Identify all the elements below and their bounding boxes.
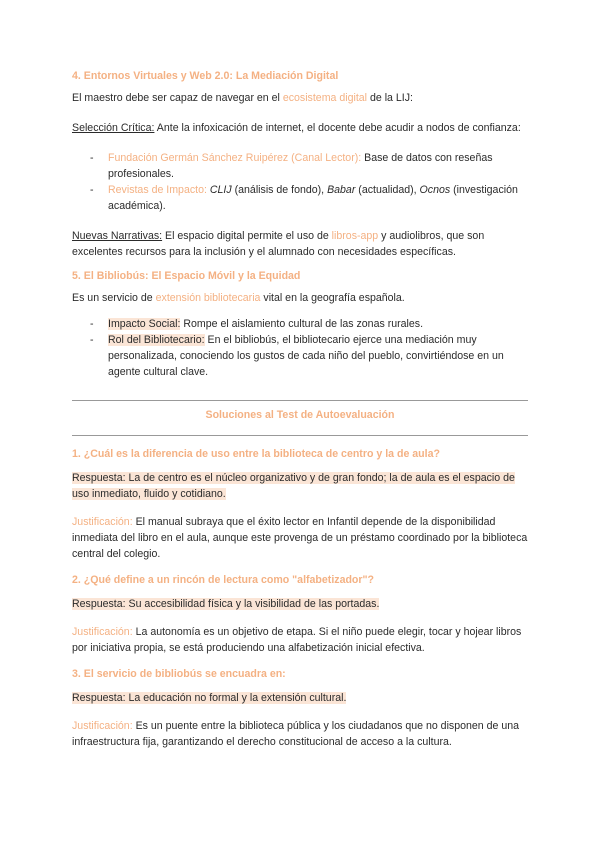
list-item: - Fundación Germán Sánchez Ruipérez (Canal Lector): Base de datos con reseñas profesionales.	[90, 152, 493, 180]
solutions-title: Soluciones al Test de Autoevaluación	[205, 409, 395, 421]
answer-3: Respuesta: La educación no formal y la extensión cultural.	[72, 692, 347, 704]
ecosistema-digital-term: ecosistema digital	[282, 92, 368, 104]
question-3: 3. El servicio de bibliobús se encuadra en:	[72, 668, 286, 680]
justification-1: Justificación: El manual subraya que el éxito lector en Infantil depende de la disponibilidad inmediata del libro en el aula, aunque este provenga de un préstamo coordinado por la biblioteca central del colegio.	[72, 516, 528, 560]
section-4-intro: El maestro debe ser capaz de navegar en el ecosistema digital de la LIJ:	[72, 92, 413, 104]
divider-bottom	[72, 435, 528, 436]
trusted-nodes-list	[72, 150, 528, 214]
libros-app-term: libros-app	[331, 230, 379, 242]
rol-bibliotecario-label: Rol del Bibliotecario:	[108, 334, 205, 346]
justification-label: Justificación:	[72, 516, 133, 528]
section-4-heading: 4. Entornos Virtuales y Web 2.0: La Mediación Digital	[72, 70, 339, 82]
justification-label: Justificación:	[72, 720, 133, 732]
nuevas-narrativas-label: Nuevas Narrativas:	[72, 230, 163, 242]
bibliobus-list	[72, 316, 528, 380]
answer-2: Respuesta: Su accesibilidad física y la visibilidad de las portadas.	[72, 598, 380, 610]
list-item: - Revistas de Impacto: CLIJ (análisis de fondo), Babar (actualidad), Ocnos (investigación académica).	[90, 184, 518, 212]
seleccion-critica-paragraph: Selección Crítica: Ante la infoxicación de internet, el docente debe acudir a nodos de confianza:	[72, 122, 521, 134]
divider-top	[72, 400, 528, 401]
question-2: 2. ¿Qué define a un rincón de lectura como "alfabetizador"?	[72, 574, 375, 586]
section-5-heading: 5. El Bibliobús: El Espacio Móvil y la Equidad	[72, 270, 301, 282]
impacto-social-label: Impacto Social:	[108, 318, 181, 330]
extension-bibliotecaria-term: extensión bibliotecaria	[155, 292, 261, 304]
justification-3: Justificación: Es un puente entre la biblioteca pública y los ciudadanos que no disponen de una infraestructura fija, garantizando el derecho constitucional de acceso a la cultura.	[72, 720, 520, 748]
question-1: 1. ¿Cuál es la diferencia de uso entre la biblioteca de centro y la de aula?	[72, 448, 440, 460]
list-item: - Impacto Social: Rompe el aislamiento cultural de las zonas rurales.	[90, 318, 424, 330]
section-5-intro: Es un servicio de extensión bibliotecaria vital en la geografía española.	[72, 292, 405, 304]
justification-2: Justificación: La autonomía es un objetivo de etapa. Si el niño puede elegir, tocar y hojear libros por iniciativa propia, se está produciendo una alfabetización inicial efectiva.	[72, 626, 522, 654]
fundacion-link: Fundación Germán Sánchez Ruipérez (Canal Lector):	[108, 152, 362, 164]
nuevas-narrativas-paragraph: Nuevas Narrativas: El espacio digital permite el uso de libros-app y audiolibros, que son excelentes recursos para la inclusión y el alumnado con necesidades específicas.	[72, 230, 485, 258]
document-body	[72, 68, 528, 750]
revistas-link: Revistas de Impacto:	[108, 184, 207, 196]
seleccion-critica-label: Selección Crítica:	[72, 122, 155, 134]
answer-1: Respuesta: La de centro es el núcleo organizativo y de gran fondo; la de aula es el espacio de uso inmediato, fluido y cotidiano.	[72, 472, 515, 500]
list-item: - Rol del Bibliotecario: En el bibliobús, el bibliotecario ejerce una mediación muy personalizada, conociendo los gustos de cada niño del pueblo, convirtiéndose en un agente cultural clave.	[90, 334, 504, 378]
justification-label: Justificación:	[72, 626, 133, 638]
